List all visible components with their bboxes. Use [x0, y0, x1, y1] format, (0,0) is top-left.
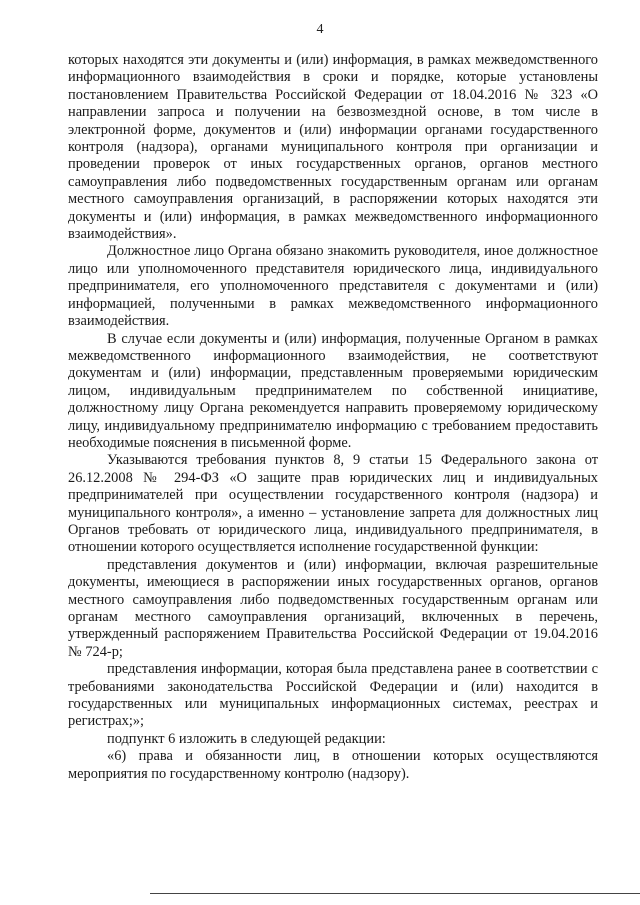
paragraph: Указываются требования пунктов 8, 9 статьи 15 Федерального закона от 26.12.2008 № 294-ФЗ «О защите прав юридических лиц и индивидуальных предпринимателей при осуществлении государственного контроля (надзора) и муниципального контроля», а именно – установление запрета для должностных лиц Органов требовать от юридического лица, индивидуального предпринимателя, в отношении которого осуществляется исполнение государственной функции:	[68, 452, 598, 556]
document-body	[68, 52, 598, 783]
scan-edge-line	[150, 893, 640, 894]
paragraph: подпункт 6 изложить в следующей редакции:	[107, 730, 386, 747]
paragraph: представления информации, которая была представлена ранее в соответствии с требованиями законодательства Российской Федерации и (или) находится в государственных или муниципальных информационных системах, реестрах и регистрах;»;	[68, 661, 598, 730]
paragraph: представления документов и (или) информации, включая разрешительные документы, имеющиеся в распоряжении иных государственных органов, органов местного самоуправления либо подведомственных государственным органам или органам местного самоуправления организаций, включенных в перечень, утвержденный распоряжением Правительства Российской Федерации от 19.04.2016 № 724-р;	[68, 556, 598, 660]
paragraph: «6) права и обязанности лиц, в отношении которых осуществляются мероприятия по государственному контролю (надзору).	[68, 748, 598, 782]
paragraph: которых находятся эти документы и (или) информация, в рамках межведомственного информационного взаимодействия в сроки и порядке, которые установлены постановлением Правительства Российской Федерации от 18.04.2016 № 323 «О направлении запроса и получении на безвозмездной основе, в том числе в электронной форме, документов и (или) информации органами государственного контроля (надзора), органами муниципального контроля при организации и проведении проверок от иных государственных органов, органов местного самоуправления либо подведомственных государственным органам или органам местного самоуправления организаций, в распоряжении которых находятся эти документы и (или) информация, в рамках межведомственного информационного взаимодействия».	[68, 52, 598, 243]
page-number: 4	[316, 22, 324, 37]
paragraph: В случае если документы и (или) информация, полученные Органом в рамках межведомственного информационного взаимодействия, не соответствуют документам и (или) информации, представленным проверяемыми юридическим лицом, индивидуальным предпринимателем по собственной инициативе, должностному лицу Органа рекомендуется направить проверяемому юридическому лицу, индивидуальному предпринимателю информацию с требованием предоставить необходимые пояснения в письменной форме.	[68, 330, 598, 451]
paragraph: Должностное лицо Органа обязано знакомить руководителя, иное должностное лицо или уполномоченного представителя юридического лица, индивидуального предпринимателя, его уполномоченного представителя с документами и (или) информацией, полученными в рамках межведомственного информационного взаимодействия.	[68, 243, 598, 330]
